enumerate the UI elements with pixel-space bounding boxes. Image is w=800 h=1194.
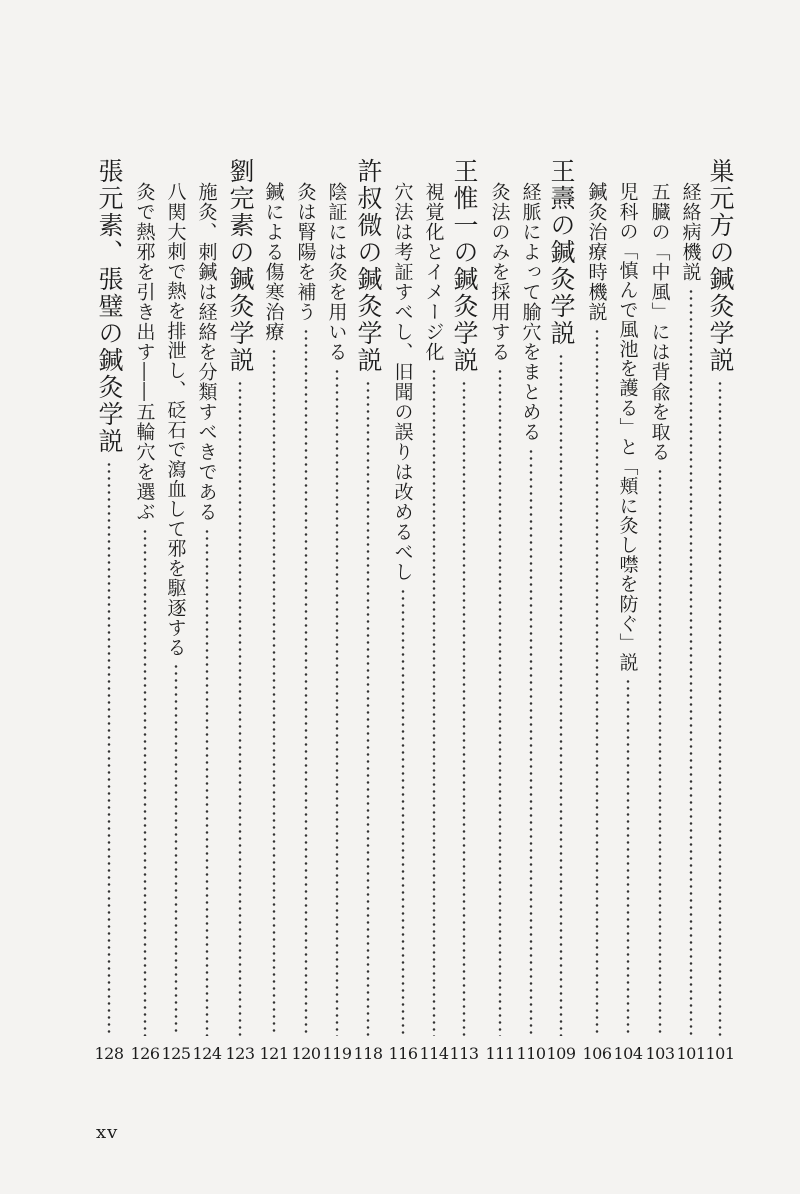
toc-entry-text: 王惟一の鍼灸学説: [450, 158, 479, 374]
toc-entry-title: [703, 158, 737, 1063]
page-number: 110: [516, 1044, 546, 1063]
toc-entry-text: 陰証には灸を用いる: [325, 182, 348, 362]
toc-entry-text: 灸法のみを採用する: [488, 182, 511, 362]
page-number: 121: [259, 1044, 289, 1063]
toc-entry-text: 灸は腎陽を補う: [294, 182, 317, 322]
toc-entry-text: 張元素、張璧の鍼灸学説: [95, 158, 124, 455]
toc-entry: [193, 158, 221, 1063]
toc-entry-text: 鍼による傷寒治療: [262, 182, 285, 342]
toc-entry-text: 劉完素の鍼灸学説: [226, 158, 255, 374]
dot-leader: [447, 380, 481, 1036]
toc-entry-text: 巣元方の鍼灸学説: [706, 158, 735, 374]
toc-entry-text: 施灸、刺鍼は経絡を分類すべきである: [195, 182, 218, 522]
toc-entry: [583, 158, 611, 1063]
toc-entry-title: [544, 158, 578, 1063]
dot-leader: [323, 368, 351, 1036]
page-number: 124: [192, 1044, 222, 1063]
dot-leader: [420, 368, 448, 1036]
page-number: 114: [419, 1044, 449, 1063]
toc-entry: [389, 158, 417, 1063]
dot-leader: [614, 678, 642, 1036]
dot-leader: [389, 588, 417, 1036]
page-number: 118: [353, 1044, 383, 1063]
dot-leader: [92, 461, 126, 1036]
page-number: 119: [322, 1044, 352, 1063]
dot-leader: [703, 380, 737, 1036]
page-number: 109: [546, 1044, 576, 1063]
toc-entry: [517, 158, 545, 1063]
dot-leader: [351, 380, 385, 1036]
dot-leader: [583, 328, 611, 1036]
page-number: 128: [94, 1044, 124, 1063]
page-number: 116: [388, 1044, 418, 1063]
page-number: 126: [130, 1044, 160, 1063]
toc-entry-title: [92, 158, 126, 1063]
dot-leader: [131, 528, 159, 1036]
toc-entry: [677, 158, 705, 1063]
page-number: 103: [645, 1044, 675, 1063]
dot-leader: [162, 663, 190, 1036]
toc-entry-text: 経脈によって腧穴をまとめる: [519, 182, 542, 442]
toc-entry-text: 鍼灸治療時機説: [585, 182, 608, 322]
toc-entry: [323, 158, 351, 1063]
dot-leader: [260, 348, 288, 1036]
dot-leader: [486, 368, 514, 1036]
toc-entry-text: 灸で熱邪を引き出す: [133, 182, 156, 362]
toc-entry: [131, 158, 159, 1063]
dot-leader: [517, 448, 545, 1036]
page-number: 120: [291, 1044, 321, 1063]
page-number: 101: [705, 1044, 735, 1063]
toc-entry-text: 視覚化とイメージ化: [422, 182, 445, 362]
toc-entry-text: 八関大刺で熱を排泄し、砭石で瀉血して邪を駆逐する: [164, 182, 187, 658]
toc-entry: [614, 158, 642, 1063]
toc-entry: [162, 158, 190, 1063]
toc-entry-text: 王燾の鍼灸学説: [547, 158, 576, 347]
em-dash: ――: [134, 362, 156, 402]
page-number: 104: [613, 1044, 643, 1063]
page-number: 113: [449, 1044, 479, 1063]
dot-leader: [646, 468, 674, 1036]
dot-leader: [544, 353, 578, 1036]
toc-entry-text: 五臓の「中風」には背兪を取る: [648, 182, 671, 462]
toc-entry: [486, 158, 514, 1063]
toc-entry: [292, 158, 320, 1063]
toc-entry-text: 経絡病機説: [679, 182, 702, 282]
toc-entry-text-cont: 五輪穴を選ぶ: [133, 402, 156, 522]
dot-leader: [292, 328, 320, 1036]
toc-entry: [260, 158, 288, 1063]
page-number: 123: [225, 1044, 255, 1063]
toc-entry: [420, 158, 448, 1063]
toc-entry-title: [223, 158, 257, 1063]
page-number: 111: [485, 1044, 515, 1063]
toc-entry-title: [447, 158, 481, 1063]
dot-leader: [193, 528, 221, 1036]
page-number: 106: [582, 1044, 612, 1063]
toc-entry-text: 穴法は考証すべし、旧聞の誤りは改めるべし: [391, 182, 414, 582]
toc-entry-title: [351, 158, 385, 1063]
toc-entry-text: 許叔微の鍼灸学説: [354, 158, 383, 374]
toc-entry: [646, 158, 674, 1063]
page-folio: xv: [96, 1122, 119, 1143]
dot-leader: [223, 380, 257, 1036]
toc-entry-text: 児科の「慎んで風池を護る」と「頬に灸し噤を防ぐ」説: [616, 182, 639, 672]
dot-leader: [677, 288, 705, 1036]
page-number: 101: [676, 1044, 706, 1063]
page-number: 125: [161, 1044, 191, 1063]
